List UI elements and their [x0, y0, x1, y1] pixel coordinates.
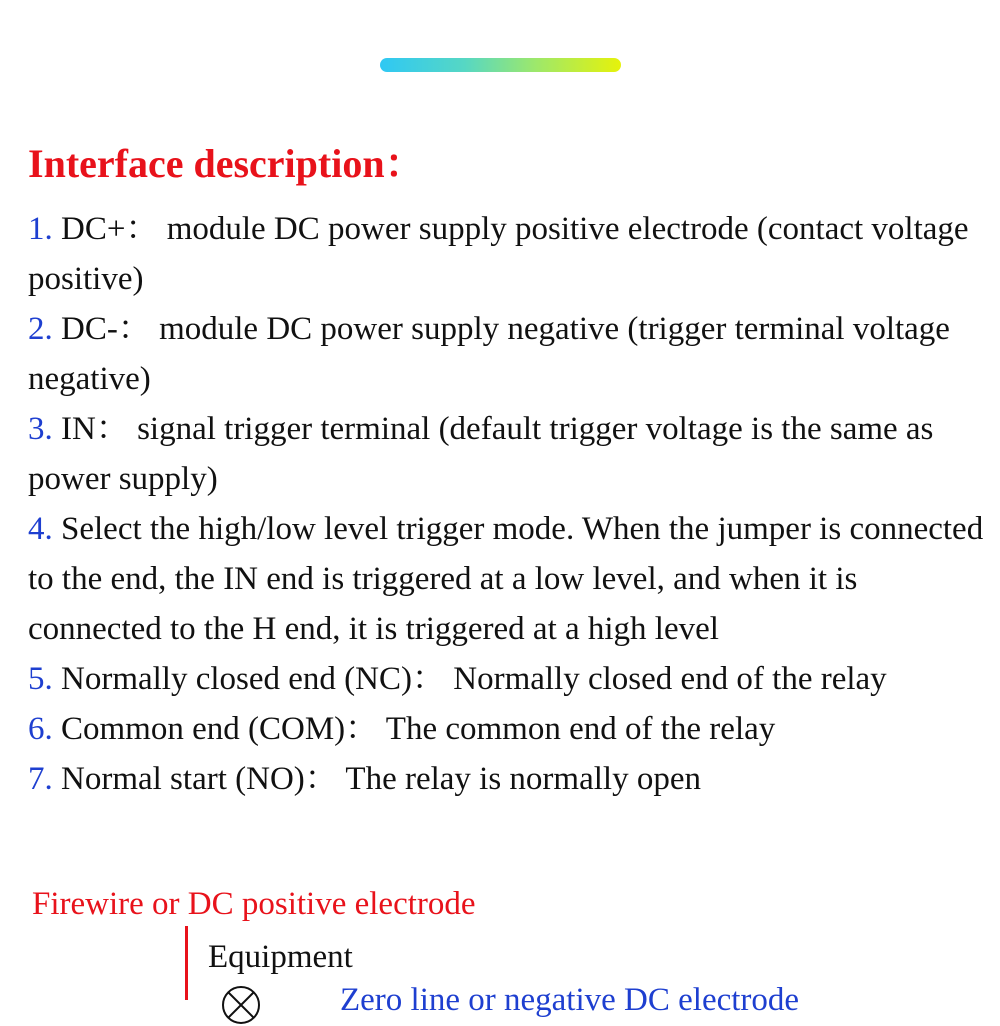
list-item: [28, 404, 996, 504]
item-text: Select the high/low level trigger mode. When the jumper is connected to the end, the IN end is triggered at a low level, and when it is connected to the H end, it is triggered at a high level: [28, 511, 984, 647]
accent-gradient-bar: [380, 58, 621, 72]
item-number: 3.: [28, 411, 53, 447]
item-text: Normally closed end (NC)： Normally closed end of the relay: [61, 661, 887, 697]
list-item: [28, 704, 996, 754]
item-text: Common end (COM)： The common end of the relay: [61, 711, 776, 747]
item-text: DC-： module DC power supply negative (trigger terminal voltage negative): [28, 311, 950, 397]
lamp-symbol-icon: [220, 984, 262, 1026]
item-number: 5.: [28, 661, 53, 697]
item-number: 2.: [28, 311, 53, 347]
list-item: [28, 754, 996, 804]
zero-line-label: Zero line or negative DC electrode: [340, 982, 800, 1018]
firewire-label: Firewire or DC positive electrode: [32, 886, 476, 922]
equipment-label: Equipment: [208, 939, 353, 975]
list-item: [28, 654, 996, 704]
item-number: 7.: [28, 761, 53, 797]
list-item: [28, 204, 996, 304]
firewire-line: [185, 926, 188, 1000]
item-text: Normal start (NO)： The relay is normally open: [61, 761, 701, 797]
item-text: DC+： module DC power supply positive electrode (contact voltage positive): [28, 211, 969, 297]
section-heading: Interface description：: [28, 141, 425, 186]
list-item: [28, 504, 996, 654]
item-number: 1.: [28, 211, 53, 247]
item-number: 4.: [28, 511, 53, 547]
interface-description-list: [28, 204, 996, 804]
item-text: IN： signal trigger terminal (default trigger voltage is the same as power supply): [28, 411, 934, 497]
item-number: 6.: [28, 711, 53, 747]
list-item: [28, 304, 996, 404]
